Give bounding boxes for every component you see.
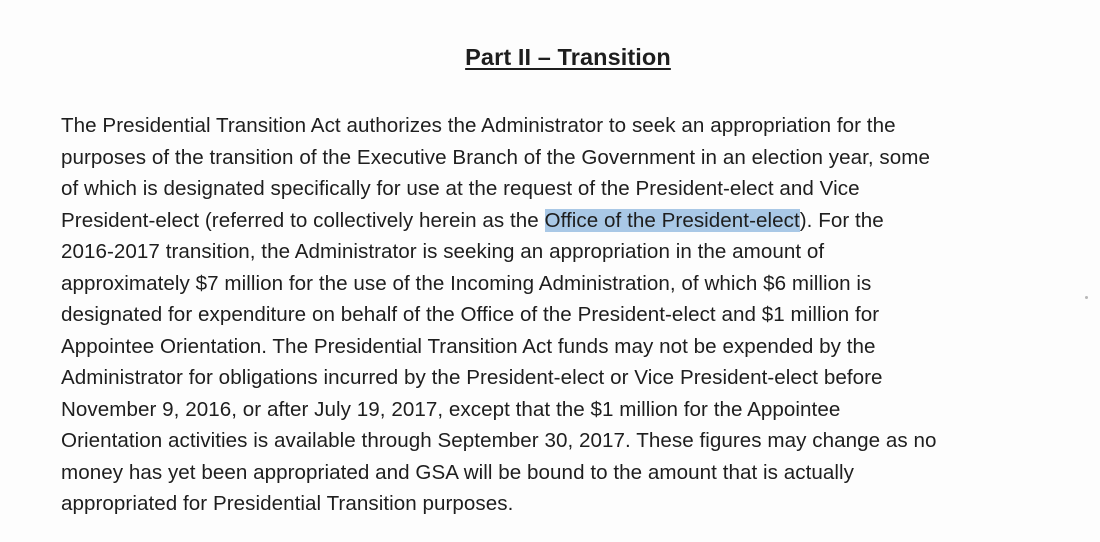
- paragraph-line: of which is designated specifically for use at the request of the President-elect and Vice: [61, 177, 860, 200]
- scan-speck: [1085, 296, 1088, 299]
- selected-text[interactable]: Office of the President-elect: [544, 208, 800, 232]
- paragraph-line: November 9, 2016, or after July 19, 2017, except that the $1 million for the Appointee: [61, 397, 841, 421]
- paragraph-line: approximately $7 million for the use of the Incoming Administration, of which $6 million is: [61, 271, 872, 295]
- paragraph-line: 2016-2017 transition, the Administrator is seeking an appropriation in the amount of: [61, 240, 825, 263]
- section-heading: Part II – Transition: [465, 44, 671, 70]
- paragraph-line: Orientation activities is available through September 30, 2017. These figures may change as no: [61, 429, 937, 452]
- paragraph-line: purposes of the transition of the Executive Branch of the Government in an election year, some: [61, 145, 930, 169]
- body-paragraph: [61, 110, 1091, 520]
- paragraph-line: [61, 205, 1091, 237]
- paragraph-line: money has yet been appropriated and GSA will be bound to the amount that is actually: [61, 460, 854, 484]
- paragraph-line: designated for expenditure on behalf of the Office of the President-elect and $1 million for: [61, 303, 880, 326]
- paragraph-line: appropriated for Presidential Transition purposes.: [61, 492, 514, 515]
- paragraph-line: The Presidential Transition Act authorizes the Administrator to seek an appropriation for the: [61, 114, 896, 137]
- paragraph-line: Appointee Orientation. The Presidential Transition Act funds may not be expended by the: [61, 334, 876, 358]
- line-text-after: ). For the: [799, 208, 884, 232]
- paragraph-line: Administrator for obligations incurred by the President-elect or Vice President-elect before: [61, 366, 883, 389]
- line-text-before: President-elect (referred to collectively herein as the: [61, 208, 545, 232]
